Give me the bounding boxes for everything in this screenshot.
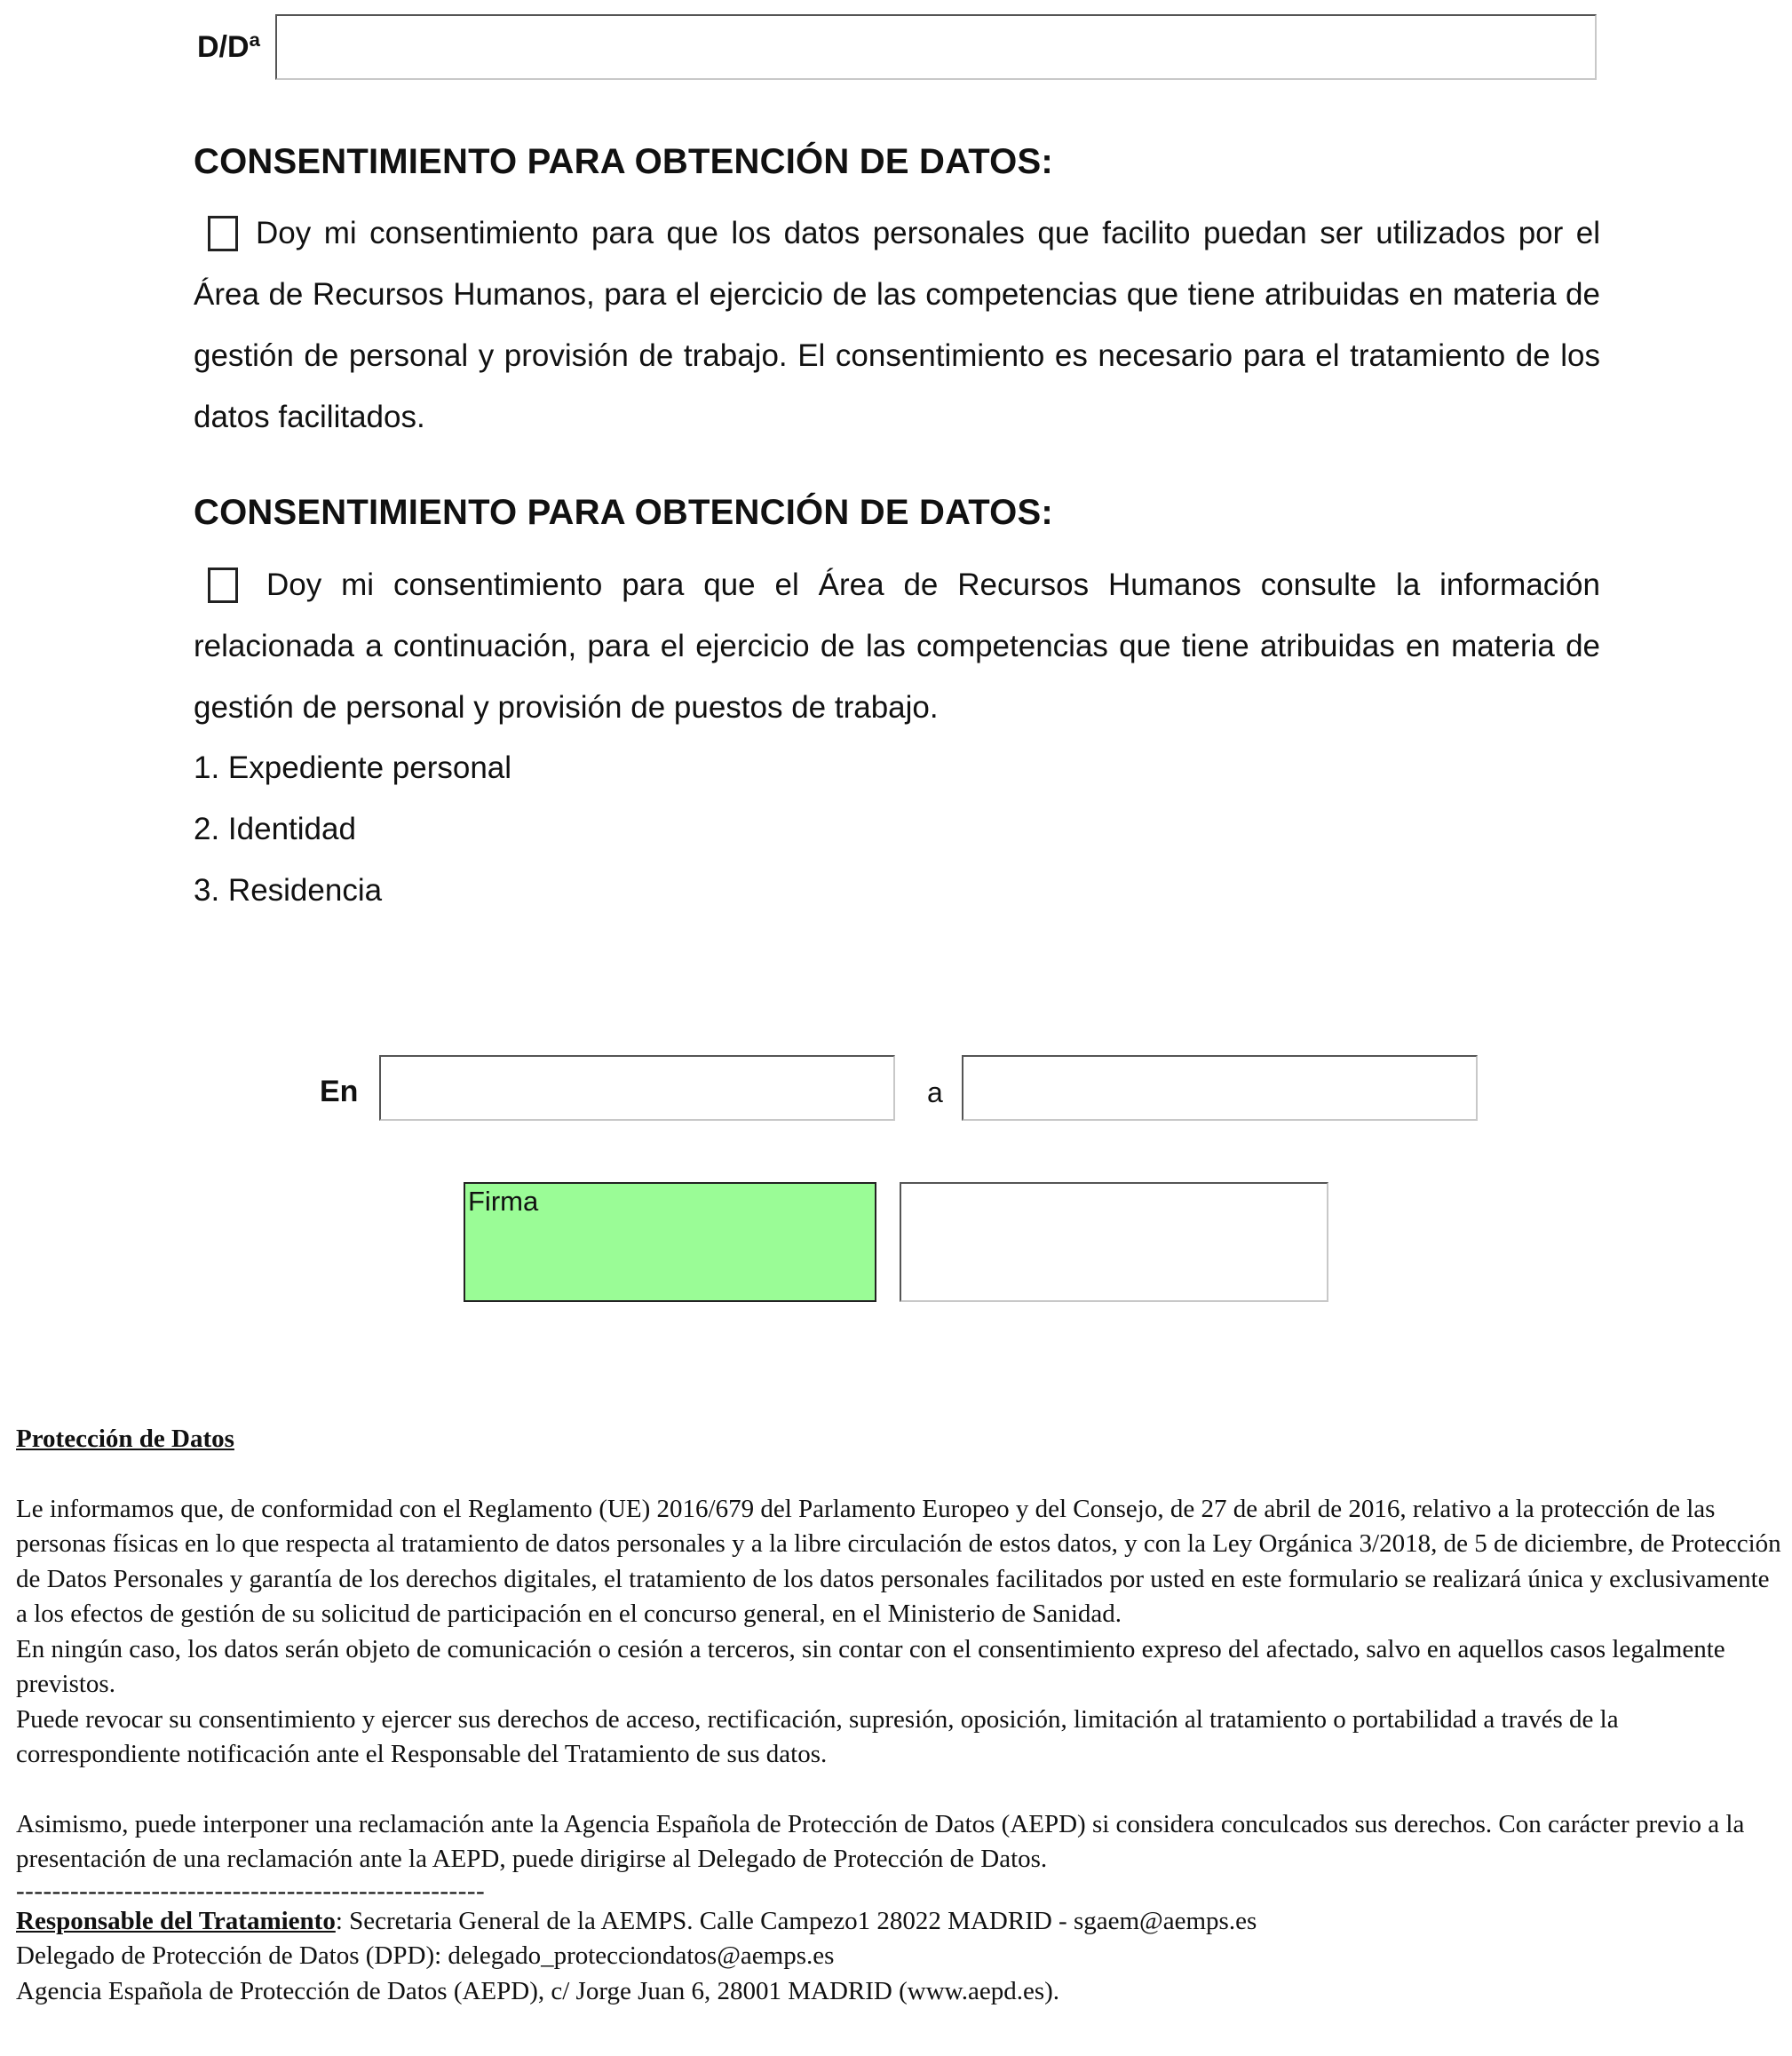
signature-field[interactable] xyxy=(900,1182,1328,1302)
consent-paragraph-1 xyxy=(194,202,1600,448)
consent-text-1: Doy mi consentimiento para que los datos personales que facilito puedan ser utilizados por el Área de Recursos Humanos, para el ejercicio de las competencias que tiene atribuidas en materia de gestión de personal y provisión de trabajo. El consentimiento es necesario para el tratamiento de los datos facilitados. xyxy=(194,216,1600,434)
aepd-line: Agencia Española de Protección de Datos (AEPD), c/ Jorge Juan 6, 28001 MADRID (www.aepd.es). xyxy=(16,1976,1060,2005)
applicant-label: D/Dª xyxy=(197,30,261,64)
responsable-text: : Secretaria General de la AEMPS. Calle Campezo1 28022 MADRID - sgaem@aemps.es xyxy=(335,1906,1257,1935)
date-field[interactable] xyxy=(962,1055,1478,1121)
consent-checkbox-1[interactable] xyxy=(208,216,238,251)
place-field[interactable] xyxy=(379,1055,895,1121)
consent-heading-2: CONSENTIMIENTO PARA OBTENCIÓN DE DATOS: xyxy=(194,493,1053,532)
consent-heading-1: CONSENTIMIENTO PARA OBTENCIÓN DE DATOS: xyxy=(194,142,1053,181)
list-item: 2. Identidad xyxy=(194,812,356,846)
privacy-title: Protección de Datos xyxy=(16,1425,234,1453)
privacy-paragraph-1: Le informamos que, de conformidad con el Reglamento (UE) 2016/679 del Parlamento Europeo y del Consejo, de 27 de abril de 2016, relativo a la protección de las personas físicas en lo que respecta al tratamiento de datos personales y a la libre circulación de estos datos, y con la Ley Orgánica 3/2018, de 5 de diciembre, de Protección de Datos Personales y garantía de los derechos digitales, el tratamiento de los datos personales facilitados por usted en este formulario se realizará única y exclusivamente a los efectos de gestión de su solicitud de participación en el concurso general, en el Ministerio de Sanidad. xyxy=(16,1494,1781,1628)
privacy-paragraph-4: Asimismo, puede interponer una reclamación ante la Agencia Española de Protección de Datos (AEPD) si considera conculcados sus derechos. Con carácter previo a la presentación de una reclamación ante la AEPD, puede dirigirse al Delegado de Protección de Datos. xyxy=(16,1809,1745,1873)
privacy-notice xyxy=(16,1422,1787,2009)
list-item: 1. Expediente personal xyxy=(194,750,512,785)
consent-text-2: Doy mi consentimiento para que el Área de Recursos Humanos consulte la información relacionada a continuación, para el ejercicio de las competencias que tiene atribuidas en materia de gestión de personal y provisión de puestos de trabajo. xyxy=(194,568,1600,725)
consent-checkbox-2[interactable] xyxy=(208,568,238,603)
a-label: a xyxy=(927,1076,943,1108)
privacy-paragraph-2: En ningún caso, los datos serán objeto de comunicación o cesión a terceros, sin contar con el consentimiento expreso del afectado, salvo en aquellos casos legalmente previstos. xyxy=(16,1634,1725,1698)
signature-label-box: Firma xyxy=(464,1182,876,1302)
privacy-paragraph-3: Puede revocar su consentimiento y ejercer sus derechos de acceso, rectificación, supresión, oposición, limitación al tratamiento o portabilidad a través de la correspondiente notificación ante el Responsable del Tratamiento de sus datos. xyxy=(16,1704,1619,1768)
privacy-divider: ---------------------------------------------------- xyxy=(16,1876,486,1905)
responsable-label: Responsable del Tratamiento xyxy=(16,1906,336,1935)
responsable-line xyxy=(16,1904,1787,1940)
applicant-name-field[interactable] xyxy=(275,14,1597,80)
en-label: En xyxy=(320,1075,359,1108)
consent-paragraph-2 xyxy=(194,554,1600,738)
list-item: 3. Residencia xyxy=(194,873,383,908)
dpd-line: Delegado de Protección de Datos (DPD): delegado_protecciondatos@aemps.es xyxy=(16,1941,835,1970)
